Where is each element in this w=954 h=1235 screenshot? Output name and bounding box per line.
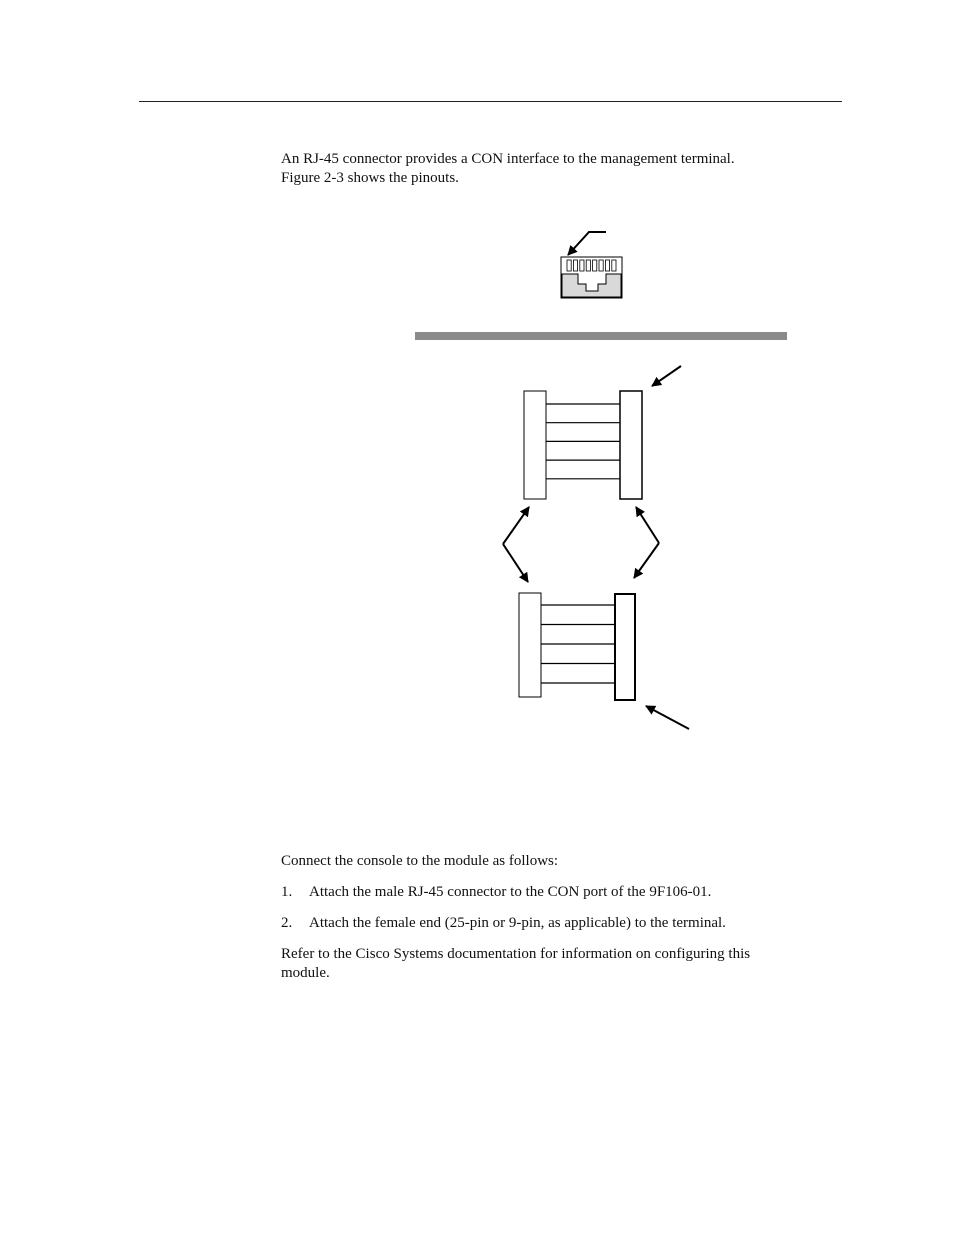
- connector-pin: [612, 260, 616, 271]
- connector-pin: [593, 260, 597, 271]
- lower-left-connector: [519, 593, 541, 697]
- lower-right-connector: [615, 594, 635, 700]
- rj45-jack-icon: [561, 257, 622, 298]
- connector-pin: [573, 260, 577, 271]
- step-text: Attach the female end (25-pin or 9-pin, as applicable) to the terminal.: [309, 915, 726, 931]
- figure-separator-bar: [415, 332, 787, 340]
- upper-right-connector: [620, 391, 642, 499]
- refer-line-2: module.: [281, 965, 330, 981]
- upper-right-connector-arrow: [652, 366, 681, 386]
- connect-instruction: Connect the console to the module as follows:: [281, 853, 559, 869]
- upper-cable: [524, 391, 642, 499]
- right-crossover-arrow: [636, 507, 659, 543]
- right-crossover-arrow-down: [634, 543, 659, 578]
- step-text: Attach the male RJ-45 connector to the CON port of the 9F106-01.: [309, 884, 712, 900]
- refer-line-1: Refer to the Cisco Systems documentation for information on configuring this: [281, 946, 751, 962]
- left-crossover-arrow: [503, 507, 529, 544]
- list-item: [281, 883, 841, 902]
- upper-left-connector: [524, 391, 546, 499]
- connector-pin: [586, 260, 590, 271]
- pin1-callout-arrow: [568, 232, 606, 255]
- step-number: 1.: [281, 884, 293, 900]
- connector-pin: [580, 260, 584, 271]
- connector-pin: [599, 260, 603, 271]
- lower-right-connector-arrow: [646, 706, 689, 729]
- connector-pin: [605, 260, 609, 271]
- intro-line-1: An RJ-45 connector provides a CON interface to the management terminal.: [281, 151, 735, 167]
- step-number: 2.: [281, 915, 293, 931]
- left-crossover-arrow-down: [503, 544, 528, 582]
- refer-paragraph: [281, 945, 826, 983]
- list-item: [281, 914, 841, 933]
- connector-pin: [567, 260, 571, 271]
- lower-cable: [519, 593, 635, 700]
- intro-line-2: Figure 2-3 shows the pinouts.: [281, 170, 459, 186]
